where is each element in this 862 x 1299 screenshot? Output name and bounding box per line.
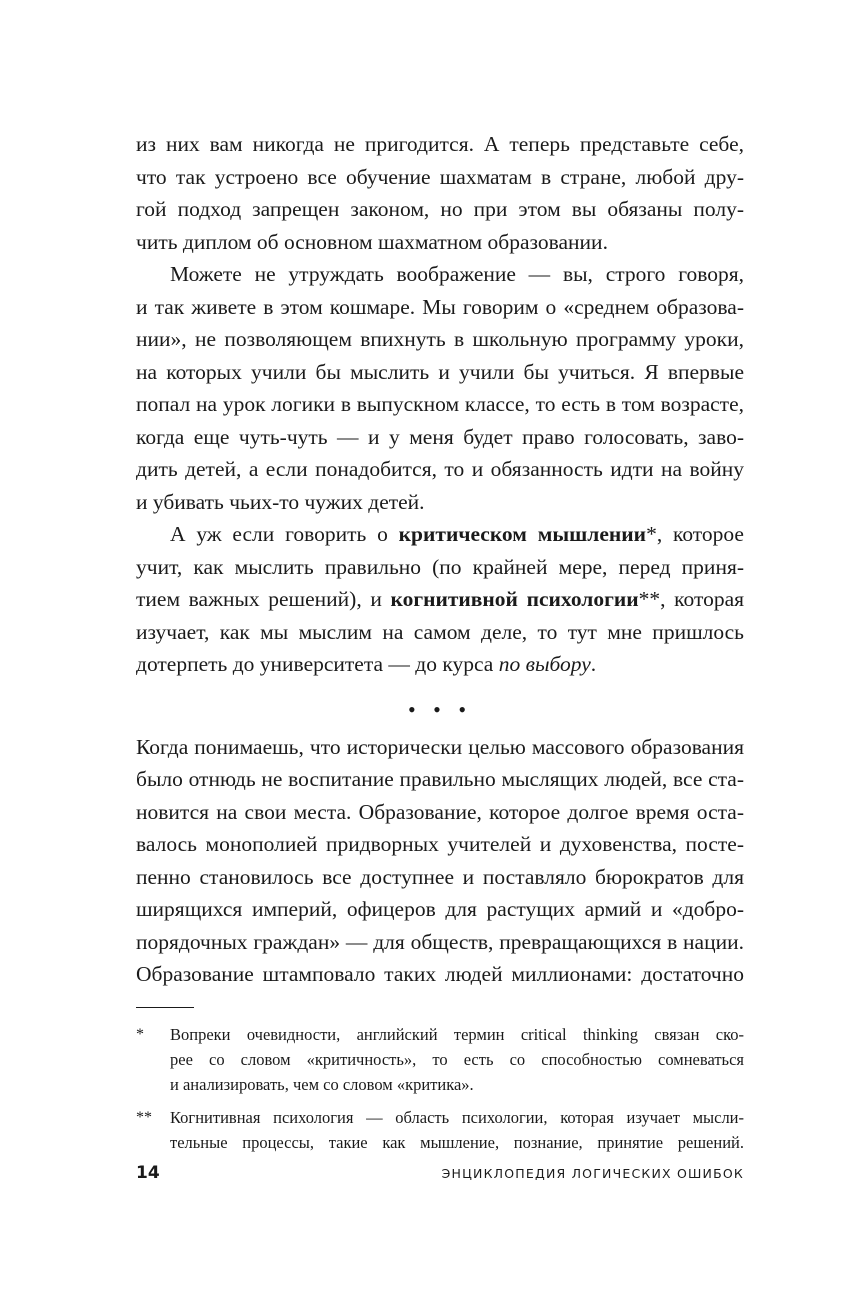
text-segment: **, которая <box>638 587 745 611</box>
text-line: новится на свои места. Образование, которое долгое время оста- <box>136 799 744 824</box>
text-line: чить диплом об основном шахматном образовании. <box>136 229 608 254</box>
text-line: ширящихся империй, офицеров для растущих армий и «добро- <box>136 897 744 921</box>
text-line: из них вам никогда не пригодится. А теперь представьте себе, <box>136 132 744 156</box>
footnote-mark: ** <box>136 1108 152 1126</box>
footnote-1 <box>136 1022 744 1097</box>
text-line: Образование штамповало таких людей миллионами: достаточно <box>136 962 744 986</box>
footnote-2 <box>136 1105 744 1155</box>
term-cognitive-psychology: когнитивной психологии <box>390 587 639 611</box>
text-line: пенно становилось все доступнее и поставляло бюрократов для <box>136 864 744 889</box>
footnote-line: рее со словом «критичность», то есть со способностью сомневаться <box>170 1049 744 1069</box>
term-critical-thinking: критическом мышлении <box>398 522 647 546</box>
text-line <box>136 583 744 616</box>
text-line: Можете не утруждать воображение — вы, строго говоря, <box>170 262 744 286</box>
text-line: Когда понимаешь, что исторически целью массового образования <box>136 734 744 759</box>
footnote-line: тельные процессы, такие как мышление, познание, принятие решений. <box>170 1132 744 1152</box>
footnote-mark: * <box>136 1025 144 1043</box>
text-segment: . <box>590 652 597 676</box>
text-line: нии», не позволяющем впихнуть в школьную программу уроки, <box>136 327 744 351</box>
text-line: что так устроено все обучение шахматам в стране, любой дру- <box>136 164 744 189</box>
text-line: валось монополией придворных учителей и духовенства, посте- <box>136 832 744 856</box>
paragraph-2 <box>136 258 744 518</box>
page-number: 14 <box>136 1163 160 1183</box>
text-line: и убивать чьих-то чужих детей. <box>136 489 425 514</box>
text-segment: *, которое <box>646 522 744 546</box>
text-segment: дотерпеть до университета — до курса <box>136 652 499 676</box>
footnote-line: Когнитивная психология — область психологии, которая изучает мысли- <box>170 1107 744 1127</box>
footnote-line: Вопреки очевидности, английский термин critical thinking связан ско- <box>170 1024 744 1044</box>
text-line: порядочных граждан» — для обществ, превращающихся в нации. <box>136 929 744 954</box>
text-line: учит, как мыслить правильно (по крайней мере, перед приня- <box>136 554 744 579</box>
section-separator: • • • <box>407 696 473 722</box>
text-line <box>136 648 744 681</box>
text-line: когда еще чуть-чуть — и у меня будет право голосовать, заво- <box>136 424 744 449</box>
text-segment: тием важных решений), и <box>136 587 391 611</box>
text-line: на которых учили бы мыслить и учили бы учиться. Я впервые <box>136 359 744 384</box>
emphasis-elective: по выбору <box>498 652 591 676</box>
text-line: изучает, как мы мыслим на самом деле, то тут мне пришлось <box>136 619 744 644</box>
page-footer <box>136 1163 744 1193</box>
text-line: и так живете в этом кошмаре. Мы говорим о «среднем образова- <box>136 294 744 319</box>
paragraph-1 <box>136 128 744 258</box>
text-line: попал на урок логики в выпускном классе, то есть в том возрасте, <box>136 392 744 416</box>
text-segment: А уж если говорить о <box>170 522 399 546</box>
running-title: ЭНЦИКЛОПЕДИЯ ЛОГИЧЕСКИХ ОШИБОК <box>441 1166 744 1181</box>
text-line: гой подход запрещен законом, но при этом вы обязаны полу- <box>136 197 744 221</box>
paragraph-4 <box>136 731 744 991</box>
footnote-divider <box>136 1007 194 1008</box>
text-line: дить детей, а если понадобится, то и обязанность идти на войну <box>136 457 744 481</box>
paragraph-3 <box>136 518 744 681</box>
page-body <box>136 128 744 1163</box>
text-line <box>136 518 744 551</box>
footnote-line: и анализировать, чем со словом «критика». <box>170 1074 474 1094</box>
text-line: было отнюдь не воспитание правильно мыслящих людей, все ста- <box>136 767 744 791</box>
